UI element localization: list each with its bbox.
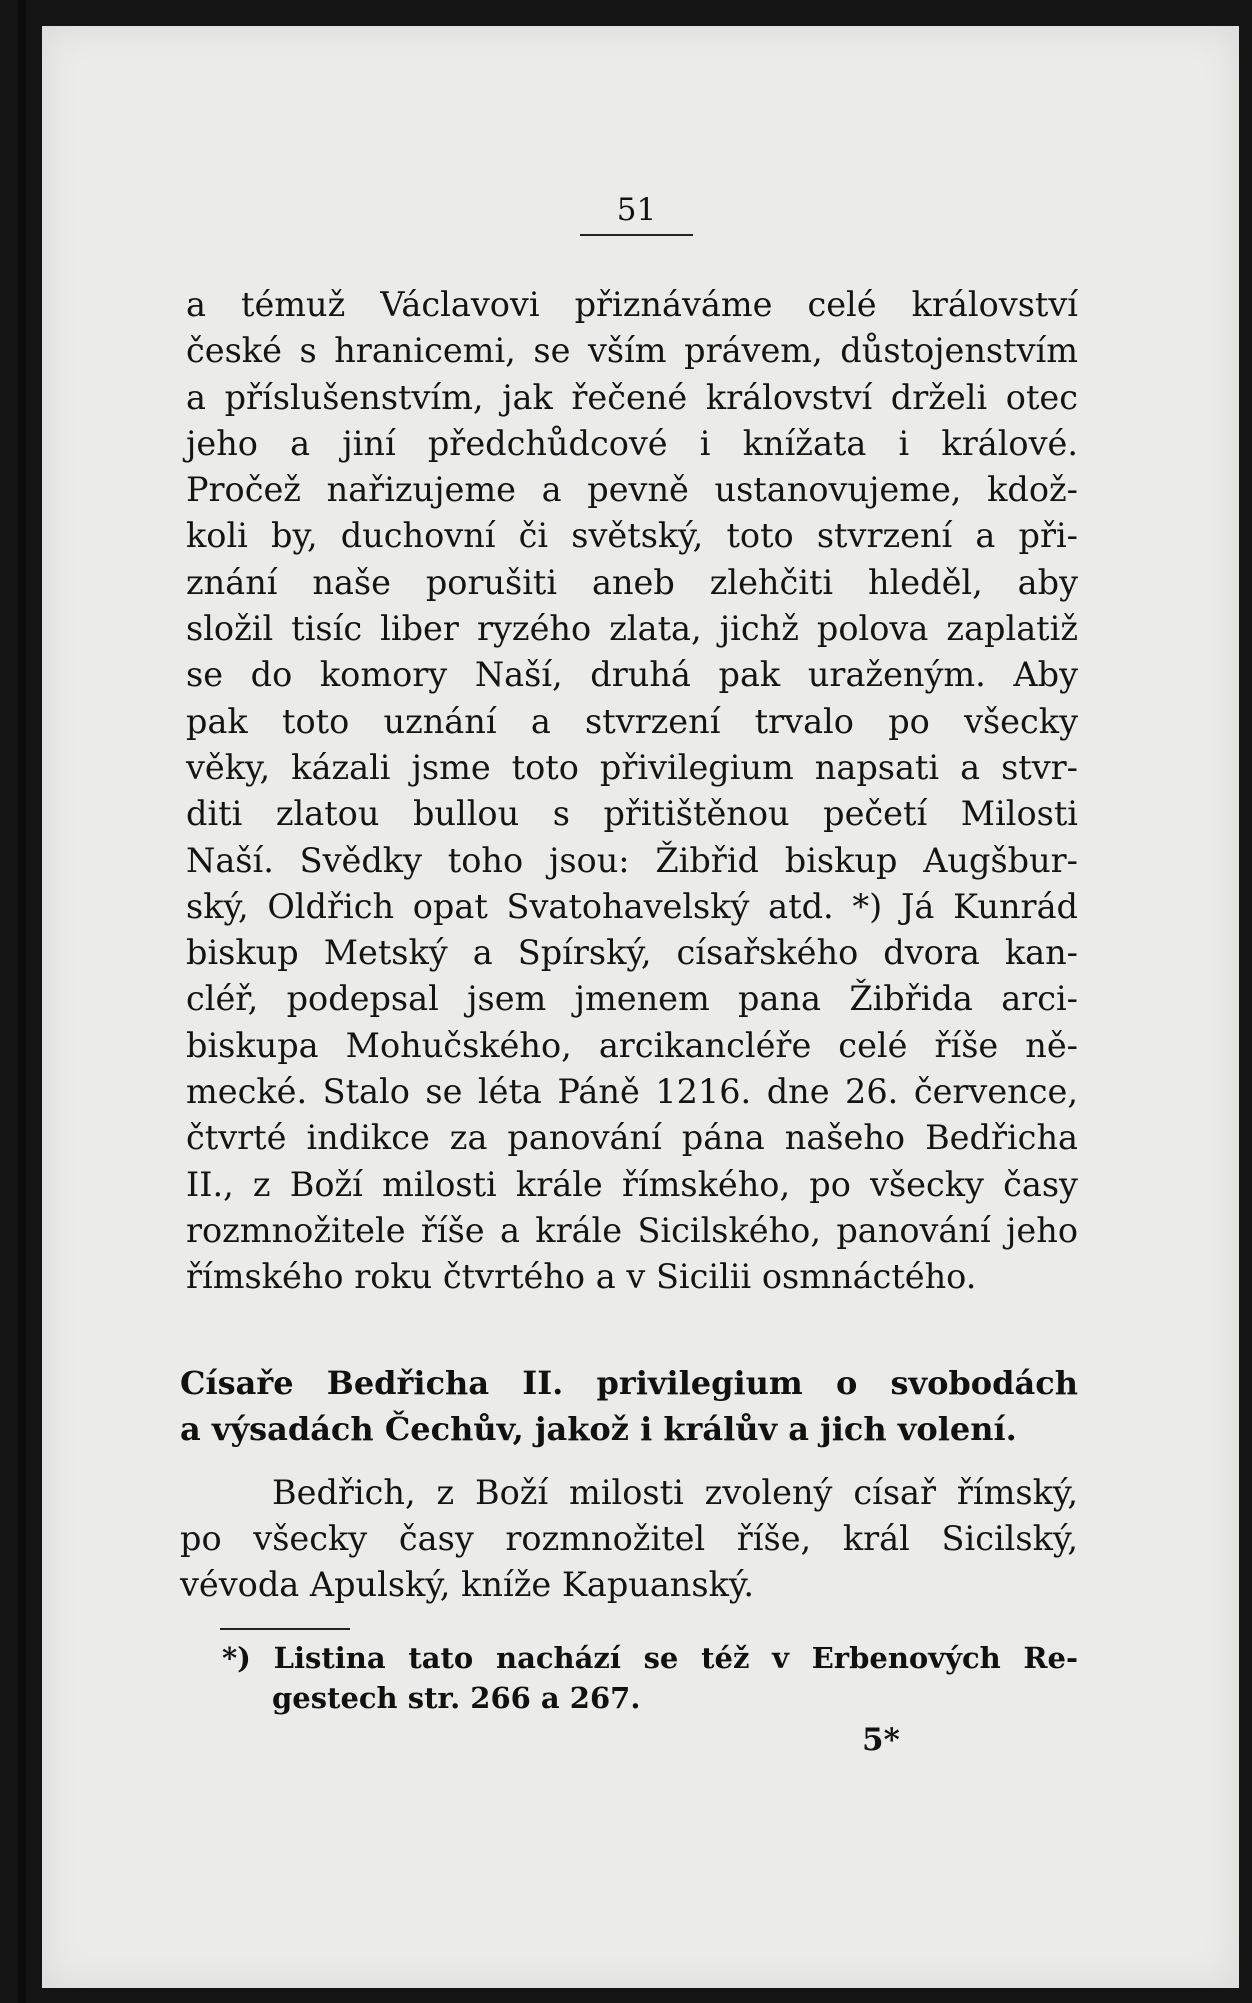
footnote-line: *) Listina tato nachází se též v Erbenových Re-	[222, 1641, 1078, 1675]
intro-line: po všecky časy rozmnožitel říše, král Sicilský,	[180, 1519, 1078, 1558]
page-number: 51	[580, 192, 693, 236]
body-line: Naší. Svědky toho jsou: Žibřid biskup Augšbur-	[186, 840, 1078, 880]
body-line: biskupa Mohučského, arcikancléře celé říše ně-	[186, 1025, 1078, 1065]
intro-line: Bedřich, z Boží milosti zvolený císař římský,	[272, 1473, 1078, 1512]
body-line: se do komory Naší, druhá pak uraženým. Aby	[186, 655, 1078, 695]
section-heading	[180, 1360, 1078, 1452]
body-line: a příslušenstvím, jak řečené království drželi otec	[186, 377, 1078, 417]
signature-mark: 5*	[862, 1722, 900, 1758]
body-line: rozmnožitele říše a krále Sicilského, panování jeho	[186, 1210, 1078, 1250]
intro-line: vévoda Apulský, kníže Kapuanský.	[180, 1565, 754, 1604]
body-line: české s hranicemi, se vším právem, důstojenstvím	[186, 331, 1078, 371]
binding-edge	[18, 0, 26, 2003]
body-line: jeho a jiní předchůdcové i knížata i králové.	[186, 423, 1078, 463]
body-paragraph	[186, 282, 1078, 1301]
body-line: diti zlatou bullou s přitištěnou pečetí Milosti	[186, 794, 1078, 834]
body-line: znání naše porušiti aneb zlehčiti hleděl, aby	[186, 562, 1078, 602]
body-line: cléř, podepsal jsem jmenem pana Žibřida arci-	[186, 979, 1078, 1019]
body-line: římského roku čtvrtého a v Sicilii osmnáctého.	[186, 1257, 977, 1297]
body-line: složil tisíc liber ryzého zlata, jichž polova zaplatiž	[186, 609, 1078, 649]
footnote-line: gestech str. 266 a 267.	[272, 1681, 641, 1715]
body-line: Pročež nařizujeme a pevně ustanovujeme, kdož-	[186, 470, 1078, 510]
body-line: čtvrté indikce za panování pána našeho Bedřicha	[186, 1118, 1078, 1158]
footnote	[222, 1638, 1078, 1718]
heading-line: Císaře Bedřicha II. privilegium o svobodách	[180, 1364, 1078, 1402]
body-line: pak toto uznání a stvrzení trvalo po všecky	[186, 701, 1078, 741]
body-line: ský, Oldřich opat Svatohavelský atd. *) Já Kunrád	[186, 886, 1078, 926]
intro-paragraph	[180, 1470, 1078, 1608]
footnote-divider	[220, 1628, 350, 1630]
body-line: mecké. Stalo se léta Páně 1216. dne 26. července,	[186, 1072, 1078, 1112]
body-line: biskup Metský a Spírský, císařského dvora kan-	[186, 933, 1078, 973]
body-line: koli by, duchovní či světský, toto stvrzení a při-	[186, 516, 1078, 556]
body-line: věky, kázali jsme toto přivilegium napsati a stvr-	[186, 747, 1078, 787]
body-line: II., z Boží milosti krále římského, po všecky časy	[186, 1164, 1078, 1204]
body-line: a témuž Václavovi přiznáváme celé království	[186, 285, 1078, 324]
heading-line: a výsadách Čechův, jakož i králův a jich volení.	[180, 1410, 1017, 1448]
